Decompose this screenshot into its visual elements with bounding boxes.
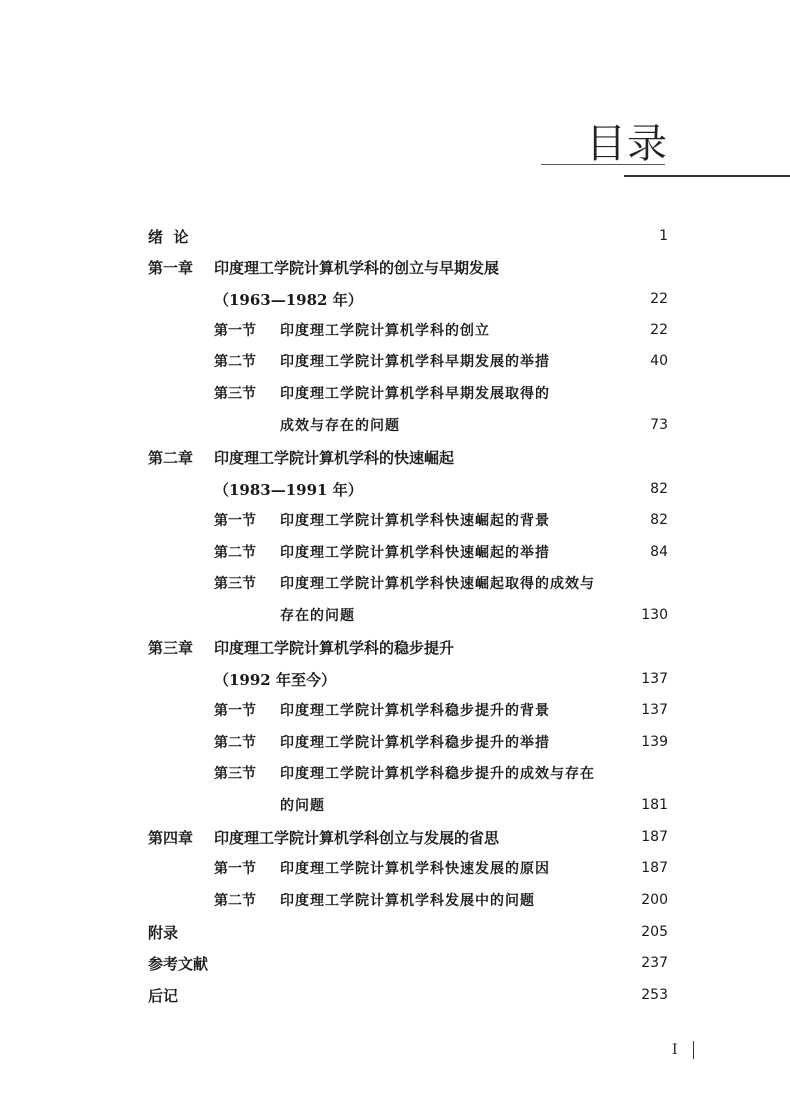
page-number: 22: [650, 291, 668, 307]
title-divider-thick: [624, 175, 790, 177]
leader-dots: [539, 888, 624, 912]
page-number: 187: [641, 829, 668, 845]
toc-section[interactable]: [214, 888, 668, 912]
page-number: 200: [641, 892, 668, 908]
toc-section[interactable]: [214, 540, 668, 564]
page-number: 139: [641, 734, 668, 750]
section-title: 印度理工学院计算机学科快速崛起的背景: [280, 513, 550, 529]
toc-section-continuation[interactable]: [280, 413, 668, 437]
leader-dots: [359, 603, 624, 627]
chapter-label: 第三章: [148, 638, 194, 657]
page-number: 253: [641, 987, 668, 1003]
footer-divider: [693, 1041, 694, 1059]
leader-dots: [554, 508, 624, 532]
section-label: 第二节: [214, 735, 256, 751]
section-label: 第二节: [214, 893, 256, 909]
section-title: 印度理工学院计算机学科快速崛起的举措: [280, 545, 550, 561]
chapter-title: 印度理工学院计算机学科的稳步提升: [214, 638, 455, 657]
section-label: 第二节: [214, 545, 256, 561]
toc-label: 后记: [148, 986, 179, 1005]
toc-entry-references[interactable]: [148, 951, 668, 975]
toc-chapter-2[interactable]: [148, 445, 454, 469]
chapter-title: 印度理工学院计算机学科的创立与早期发展: [214, 258, 500, 277]
toc-section-continuation[interactable]: [280, 793, 668, 817]
chapter-title: 印度理工学院计算机学科创立与发展的省思: [214, 828, 500, 847]
toc-label: 绪 论: [148, 227, 189, 246]
section-title: 印度理工学院计算机学科早期发展的举措: [280, 354, 550, 370]
toc-chapter-2-period[interactable]: [214, 477, 668, 501]
page-number: 205: [641, 924, 668, 940]
leader-dots: [503, 825, 624, 849]
page-number: 82: [650, 481, 668, 497]
leader-dots: [367, 287, 624, 311]
leader-dots: [236, 951, 624, 975]
toc-section[interactable]: [214, 698, 668, 722]
section-label: 第一节: [214, 861, 256, 877]
toc-section[interactable]: [214, 508, 668, 532]
section-title: 印度理工学院计算机学科的创立: [280, 323, 490, 339]
section-title: 印度理工学院计算机学科发展中的问题: [280, 893, 535, 909]
page-number: 40: [650, 353, 668, 369]
leader-dots: [236, 983, 624, 1007]
section-title: 印度理工学院计算机学科快速崛起取得的成效与: [280, 576, 595, 592]
page-number: 84: [650, 544, 668, 560]
chapter-label: 第二章: [148, 448, 194, 467]
toc-section[interactable]: [214, 349, 668, 373]
toc-section[interactable]: [214, 761, 595, 785]
leader-dots: [554, 540, 624, 564]
toc-entry-postscript[interactable]: [148, 983, 668, 1007]
leader-dots: [404, 413, 624, 437]
toc-chapter-1-period[interactable]: [214, 287, 668, 311]
leader-dots: [554, 730, 624, 754]
section-title: 印度理工学院计算机学科稳步提升的背景: [280, 703, 550, 719]
section-label: 第一节: [214, 513, 256, 529]
toc-label: 参考文献: [148, 954, 209, 973]
section-label: 第一节: [214, 703, 256, 719]
chapter-period: （1992 年至今）: [214, 670, 336, 689]
section-title: 印度理工学院计算机学科稳步提升的举措: [280, 735, 550, 751]
page-number: 187: [641, 860, 668, 876]
section-title: 印度理工学院计算机学科早期发展取得的: [280, 386, 550, 402]
leader-dots: [236, 224, 624, 248]
page-number: 1: [659, 228, 668, 244]
page-number: 181: [641, 797, 668, 813]
page-number: 130: [641, 607, 668, 623]
page-number: 137: [641, 671, 668, 687]
toc-label: 附录: [148, 923, 179, 942]
toc-section[interactable]: [214, 856, 668, 880]
toc-entry-intro[interactable]: [148, 224, 668, 248]
toc-section[interactable]: [214, 571, 595, 595]
page-number: 137: [641, 702, 668, 718]
chapter-label: 第一章: [148, 258, 194, 277]
toc-section[interactable]: [214, 318, 668, 342]
section-title-continuation: 存在的问题: [280, 608, 355, 624]
toc-chapter-3-period[interactable]: [214, 667, 668, 691]
toc-entry-appendix[interactable]: [148, 920, 668, 944]
chapter-label: 第四章: [148, 828, 194, 847]
page-number: 22: [650, 322, 668, 338]
toc-chapter-4[interactable]: [148, 825, 668, 849]
toc-chapter-1[interactable]: [148, 255, 499, 279]
section-title: 印度理工学院计算机学科稳步提升的成效与存在: [280, 766, 595, 782]
toc-chapter-3[interactable]: [148, 635, 454, 659]
leader-dots: [329, 793, 624, 817]
toc-section-continuation[interactable]: [280, 603, 668, 627]
section-title: 印度理工学院计算机学科快速发展的原因: [280, 861, 550, 877]
chapter-period: （1983—1991 年）: [214, 480, 363, 499]
page-title: 目录: [586, 121, 668, 167]
page-number: 82: [650, 512, 668, 528]
leader-dots: [494, 318, 624, 342]
chapter-period: （1963—1982 年）: [214, 290, 363, 309]
chapter-title: 印度理工学院计算机学科的快速崛起: [214, 448, 455, 467]
section-title-continuation: 的问题: [280, 798, 325, 814]
section-label: 第三节: [214, 766, 256, 782]
section-label: 第二节: [214, 354, 256, 370]
section-label: 第三节: [214, 386, 256, 402]
leader-dots: [340, 667, 624, 691]
section-title-continuation: 成效与存在的问题: [280, 418, 400, 434]
leader-dots: [554, 698, 624, 722]
footer-page-number: I: [672, 1042, 678, 1058]
toc-section[interactable]: [214, 730, 668, 754]
title-divider-thin: [541, 164, 665, 165]
leader-dots: [554, 349, 624, 373]
page-number: 73: [650, 417, 668, 433]
page-number: 237: [641, 955, 668, 971]
leader-dots: [236, 920, 624, 944]
leader-dots: [367, 477, 624, 501]
toc-section[interactable]: [214, 381, 550, 405]
section-label: 第三节: [214, 576, 256, 592]
section-label: 第一节: [214, 323, 256, 339]
leader-dots: [554, 856, 624, 880]
